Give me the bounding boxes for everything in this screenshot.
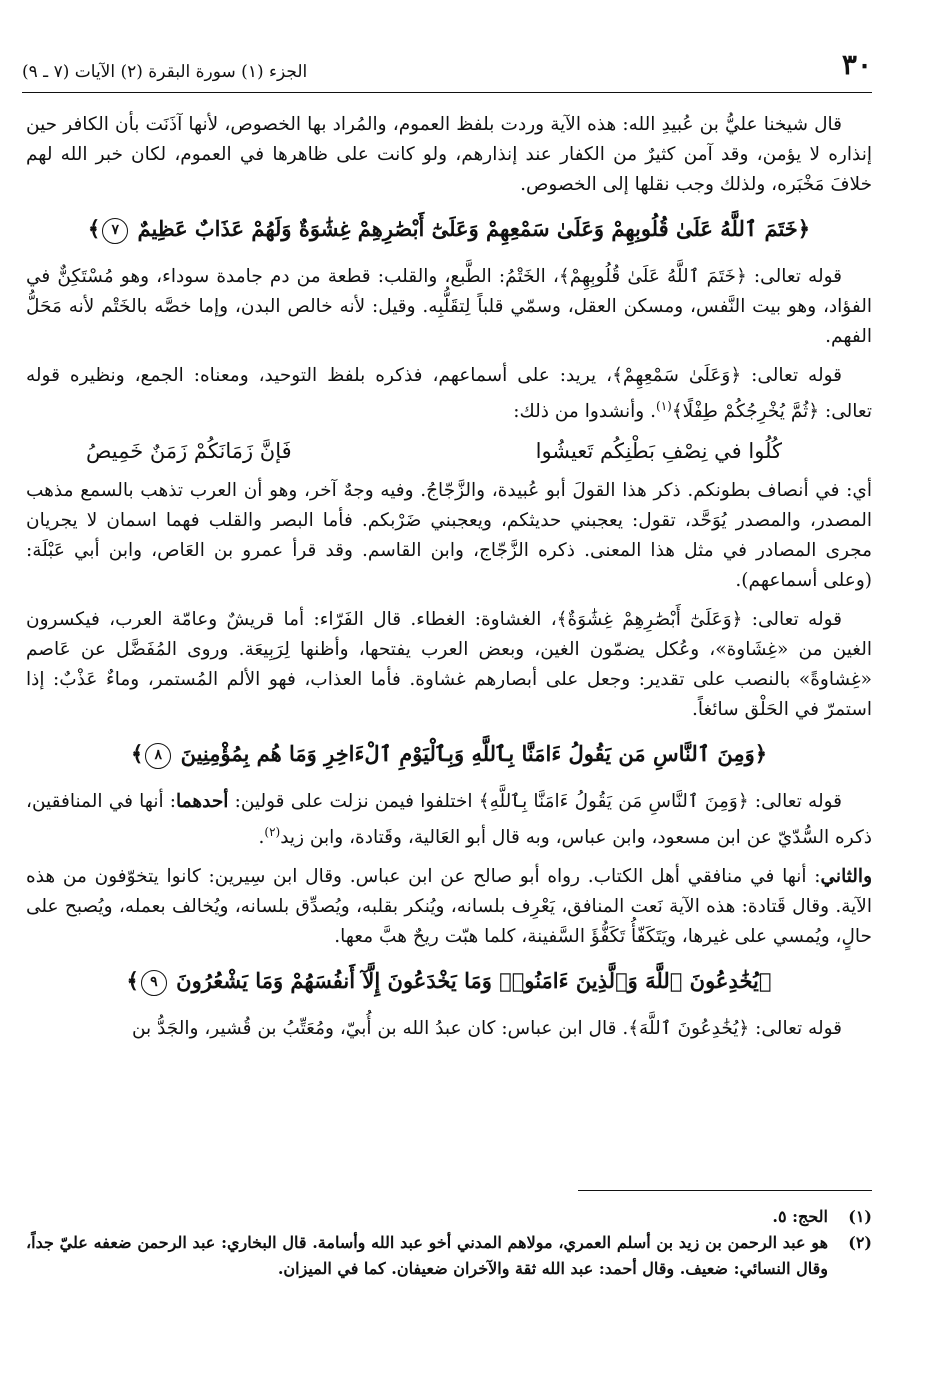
verse-text: ﴿يُخَٰدِعُونَ ٱللَّهَ وَٱلَّذِينَ ءَامَنُوا۟ وَمَا يَخْدَعُونَ إِلَّآ أَنفُسَهُمْ وَمَا يَشْعُرُونَ	[176, 968, 772, 994]
footnote-divider	[578, 1190, 872, 1191]
paragraph-yukhadiun: قوله تعالى: ﴿يُخَٰدِعُونَ ٱللَّهَ﴾. قال ابن عباس: كان عبدُ الله بن أُبيّ، ومُعَتِّبُ بن قُشير، والجَدُّ بن	[131, 1018, 842, 1040]
footnote-text: هو عبد الرحمن بن زيد بن أسلم العمري، مولاهم المدني أخو عبد الله وأسامة. قال البخاري: عبد الرحمن ضعفه عليّ جداً، وقال النسائي: ضعيف. وقال أحمد: عبد الله ثقة والآخران ضعيفان. كما في الميزان.	[26, 1233, 829, 1278]
footnote-text: الحج: ٥.	[772, 1207, 828, 1226]
poem-hemistich-second: فَإنَّ زَمَانَكُمْ زَمَنٌ خَمِيصُ	[86, 439, 292, 464]
paragraph-samihim	[26, 361, 872, 427]
paragraph-text: : أنها في منافقي أهل الكتاب. رواه أبو صالح عن ابن عباس. وقال ابن سِيرين: كانوا يتخوّفون من هذه الآية. وقال قَتادة: هذه الآية نَعت المنافق، يَعْرِف بلسانه، ويُنكر بقلبه، ويُصدِّق بلسانه، ويُخالف بعمله، ويُصبح على حالٍ، ويُمسي على غيرها، ويَتَكَفّأُ تَكَفُّؤَ السَّفينة، كلما هبّت ريحٌ هبَّ معها.	[26, 866, 872, 948]
paragraph-text: قوله تعالى: ﴿وَعَلَىٰ سَمْعِهِمْ﴾، يريد: على أسماعهم، فذكره بلفظ التوحيد، ومعناه: الجمع، ونظيره قوله تعالى: ﴿ثُمَّ يُخْرِجُكُمْ طِفْلًا﴾	[26, 365, 872, 423]
quran-verse-8: ﴿وَمِنَ ٱلنَّاسِ مَن يَقُولُ ءَامَنَّا بِٱللَّهِ وَبِٱلْيَوْمِ ٱلْءَاخِرِ وَمَا هُم بِمُؤْمِنِينَ ٨﴾	[26, 737, 872, 771]
page-header	[22, 48, 872, 88]
footnotes	[26, 1204, 872, 1282]
footnote-number: (١)	[848, 1207, 872, 1226]
footnote-ref-1[interactable]: (١)	[656, 399, 672, 413]
paragraph-ghishawa: قوله تعالى: ﴿وَعَلَىٰٓ أَبْصَٰرِهِمْ غِشَٰوَةٌ﴾، الغشاوة: الغطاء. قال الفَرّاء: أما قريشٌ وعامّة العرب، فيكسرون الغين من «غِشَاوة»، وعُكل يضمّون الغين، وبعض العرب يفتحها، وأظنها لِرَبِيعَة. وروى المُفَضَّل عن عَاصم «غِشاوةً» بالنصب على تقدير: وجعل على أبصارهم غشاوة. فأما العذاب، فهو الألم المُستمر، وماءٌ عَذْبٌ: إذا استمرّ في الحَلْق سائغاً.	[26, 609, 872, 721]
footnote-item	[26, 1230, 872, 1282]
ayah-number-badge: ٧	[102, 218, 128, 244]
footnote-number: (٢)	[848, 1233, 872, 1252]
page-number: ٣٠	[841, 48, 872, 81]
paragraph-text: . وأنشدوا من ذلك:	[513, 401, 656, 423]
footnote-item	[26, 1204, 872, 1230]
poem-verse	[86, 436, 782, 466]
verse-text: ﴿خَتَمَ ٱللَّهُ عَلَىٰ قُلُوبِهِمْ وَعَلَىٰ سَمْعِهِمْ وَعَلَىٰٓ أَبْصَٰرِهِمْ غِشَٰوَةٌ وَلَهُمْ عَذَابٌ عَظِيمٌ	[137, 216, 811, 241]
paragraph-text: .	[258, 827, 265, 849]
opinion-label-first: أحدهما	[176, 791, 229, 813]
footnote-ref-2[interactable]: (٢)	[264, 825, 281, 840]
quran-verse-7: ﴿خَتَمَ ٱللَّهُ عَلَىٰ قُلُوبِهِمْ وَعَلَىٰ سَمْعِهِمْ وَعَلَىٰٓ أَبْصَٰرِهِمْ غِشَٰوَةٌ وَلَهُمْ عَذَابٌ عَظِيمٌ ٧﴾	[26, 212, 872, 246]
paragraph-intro: قال شيخنا عليُّ بن عُبيدِ الله: هذه الآية وردت بلفظ العموم، والمُراد بها الخصوص، لأنها آذَنَت بأن الكافر حين إنذاره لا يؤمن، وقد آمن كثيرٌ من الكفار عند إنذارهم، ولو كانت على ظاهرها في العموم، لكان خبر الله لهم خلافَ مَخْبَره، ولذلك وجب نقلها إلى الخصوص.	[26, 114, 872, 195]
verse-text: ﴿وَمِنَ ٱلنَّاسِ مَن يَقُولُ ءَامَنَّا بِٱللَّهِ وَبِٱلْيَوْمِ ٱلْءَاخِرِ وَمَا هُم بِمُؤْمِنِينَ	[180, 741, 768, 767]
paragraph-khatm: قوله تعالى: ﴿خَتَمَ ٱللَّهُ عَلَىٰ قُلُوبِهِمْ﴾، الخَتْمُ: الطَّبع، والقلب: قطعة من دم جامدة سوداء، وهو مُسْتَكِنٌّ في الفؤاد، وهو بيت النَّفس، ومسكن العقل، وسمّي قلباً لِتقَلُّبِه. وقيل: لأنه خالص البدن، وإما خصَّه بالخَتْم لأنه مَحَلُّ الفهم.	[26, 266, 872, 347]
opinion-label-second: والثاني	[820, 866, 872, 888]
quran-verse-9: ﴿يُخَٰدِعُونَ ٱللَّهَ وَٱلَّذِينَ ءَامَنُوا۟ وَمَا يَخْدَعُونَ إِلَّآ أَنفُسَهُمْ وَمَا يَشْعُرُونَ ٩﴾	[26, 964, 872, 998]
header-divider	[22, 92, 872, 93]
ayah-number-badge: ٨	[145, 743, 171, 769]
paragraph-first-opinion	[26, 787, 872, 853]
ayah-number-badge: ٩	[141, 970, 167, 996]
paragraph-text: : أنها في المنافقين، ذكره السُّدّيّ عن ابن مسعود، وابن عباس، وبه قال أبو العَالية، وقَتادة، وابن زيد	[26, 791, 872, 849]
paragraph-explanation: أي: في أنصاف بطونكم. ذكر هذا القولَ أبو عُبيدة، والزَّجّاجُ. وفيه وجهٌ آخر، وهو أن العرب تذهب بالسمع مذهب المصدر، والمصدر يُوَحَّد، تقول: يعجبني حديثكم، ويعجبني ضَرْبكم. فأما البصر والقلب فهما اسمان لا يجريان مجرى المصادر في مثل هذا المعنى. ذكره الزَّجّاج، وابن القاسم. وقد قرأ عمرو بن العَاص، وابن أبي عَبْلَة: (وعلى أسماعهم).	[26, 480, 872, 592]
paragraph-text: قوله تعالى: ﴿وَمِنَ ٱلنَّاسِ مَن يَقُولُ ءَامَنَّا بِٱللَّهِ﴾ اختلفوا فيمن نزلت على قولين:	[228, 791, 842, 813]
main-text	[26, 110, 872, 1053]
paragraph-second-opinion	[26, 862, 872, 952]
poem-hemistich-first: كُلُوا في نِصْفِ بَطْنِكُم تَعيشُوا	[535, 439, 782, 464]
running-title: الجزء (١) سورة البقرة (٢) الآيات (٧ ـ ٩)	[22, 62, 308, 82]
